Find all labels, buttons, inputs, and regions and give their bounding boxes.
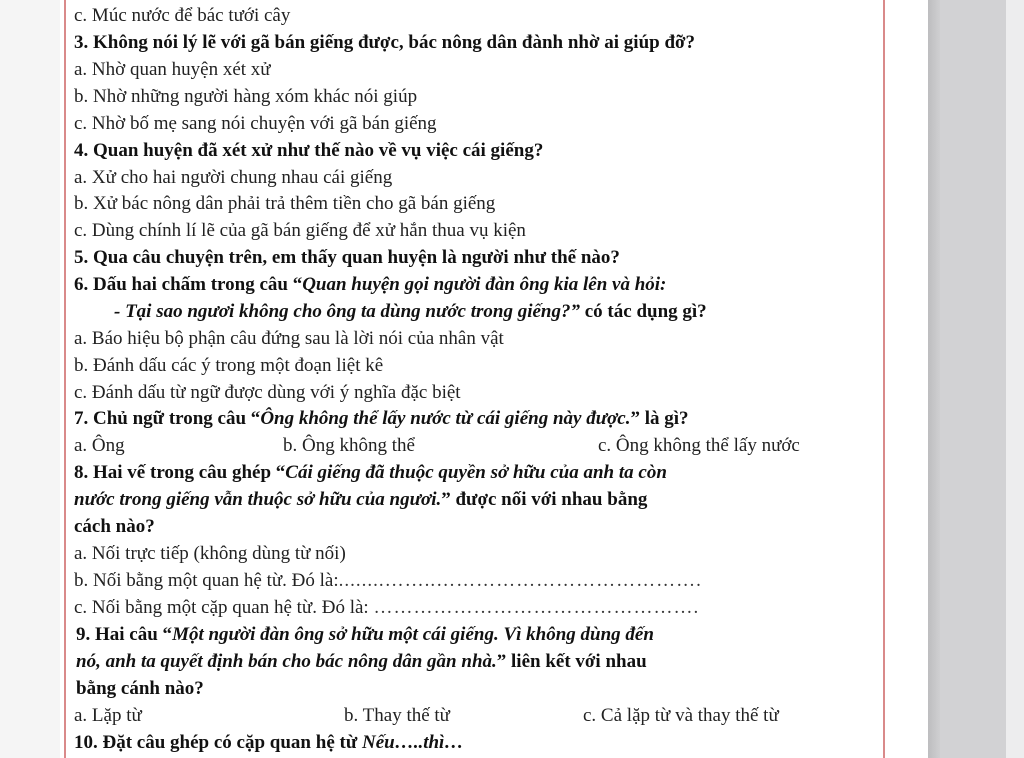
answer-option: b. Ông không thể [283, 435, 415, 456]
question-6-tail: có tác dụng gì? [580, 301, 707, 322]
question-7-lead: 7. Chủ ngữ trong câu “ [74, 408, 261, 429]
question-9-end: bằng cánh nào? [76, 678, 204, 699]
answer-option: c. Múc nước để bác tưới cây [74, 5, 291, 26]
question-6-quote: Quan huyện gọi người đàn ông kia lên và hỏi: [302, 274, 667, 295]
question-8-quote: Cái giếng đã thuộc quyền sở hữu của anh ta còn [285, 462, 667, 483]
answer-option-label: c. Nối bằng một cặp quan hệ từ. Đó là: [74, 597, 374, 618]
fill-in-blank: …………………………………………. [373, 597, 700, 618]
question-7-tail: ” là gì? [630, 408, 689, 429]
question-4: 4. Quan huyện đã xét xử như thế nào về vụ việc cái giếng? [74, 140, 544, 161]
answer-option: b. Đánh dấu các ý trong một đoạn liệt kê [74, 355, 384, 376]
answer-option-label: b. Nối bằng một quan hệ từ. Đó là: [74, 570, 339, 591]
answer-option-with-blank [74, 569, 702, 593]
answer-option: a. Nhờ quan huyện xét xử [74, 59, 271, 80]
question-5: 5. Qua câu chuyện trên, em thấy quan huyện là người như thế nào? [74, 247, 620, 268]
answer-option: c. Dùng chính lí lẽ của gã bán giếng để xử hắn thua vụ kiện [74, 220, 526, 241]
fill-in-blank: ........……..…………………………………. [338, 570, 702, 591]
question-9-continued [76, 650, 647, 674]
question-8 [74, 461, 667, 485]
question-8-lead: 8. Hai vế trong câu ghép “ [74, 462, 286, 483]
answer-option-with-blank [74, 596, 699, 620]
question-8-quote-line2: nước trong giếng vẫn thuộc sở hữu của ngươi. [74, 489, 442, 510]
question-10-lead: 10. Đặt câu ghép có cặp quan hệ từ [74, 732, 362, 753]
answer-option: a. Lặp từ [74, 705, 142, 726]
answer-option: c. Đánh dấu từ ngữ được dùng với ý nghĩa đặc biệt [74, 382, 461, 403]
question-9-quote: Một người đàn ông sở hữu một cái giếng. Vì không dùng đến [172, 624, 654, 645]
question-6-lead: 6. Dấu hai chấm trong câu “ [74, 274, 303, 295]
question-9 [76, 623, 654, 647]
answer-option: c. Ông không thể lấy nước [598, 435, 800, 456]
left-gutter [0, 0, 60, 758]
question-9-lead: 9. Hai câu “ [76, 624, 173, 645]
question-8-continued [74, 488, 647, 512]
question-6-quote-line2: - Tại sao ngươi không cho ông ta dùng nước trong giếng?” [114, 301, 580, 322]
question-8-end: cách nào? [74, 516, 155, 537]
question-9-tail: ” liên kết với nhau [496, 651, 647, 672]
question-10 [74, 731, 463, 755]
answer-option: b. Xử bác nông dân phải trả thêm tiền cho gã bán giếng [74, 193, 496, 214]
answer-option: c. Nhờ bố mẹ sang nói chuyện với gã bán giếng [74, 113, 437, 134]
question-7 [74, 407, 689, 431]
question-7-quote: Ông không thể lấy nước từ cái giếng này được. [260, 408, 631, 429]
question-6-continued [114, 300, 707, 324]
answer-option: b. Thay thế từ [344, 705, 450, 726]
page-shadow [928, 0, 940, 758]
answer-option: c. Cả lặp từ và thay thế từ [583, 705, 779, 726]
question-9-quote-line2: nó, anh ta quyết định bán cho bác nông dân gần nhà. [76, 651, 497, 672]
question-10-quote: Nếu…..thì… [361, 732, 464, 753]
question-3: 3. Không nói lý lẽ với gã bán giếng được, bác nông dân đành nhờ ai giúp đỡ? [74, 32, 696, 53]
answer-option: a. Ông [74, 435, 125, 456]
answer-option: a. Báo hiệu bộ phận câu đứng sau là lời nói của nhân vật [74, 328, 504, 349]
answer-option: a. Nối trực tiếp (không dùng từ nối) [74, 543, 346, 564]
question-6 [74, 273, 666, 297]
answer-option: a. Xử cho hai người chung nhau cái giếng [74, 167, 393, 188]
workspace-edge [1006, 0, 1024, 758]
answer-option: b. Nhờ những người hàng xóm khác nói giúp [74, 86, 418, 107]
question-8-tail: ” được nối với nhau bằng [441, 489, 648, 510]
